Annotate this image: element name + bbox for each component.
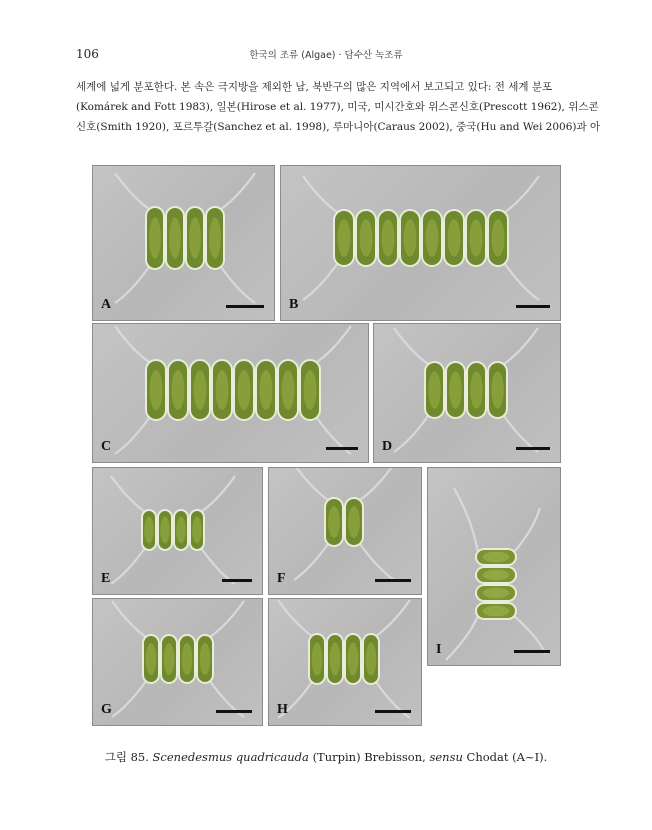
- colony: [303, 176, 539, 300]
- spine: [294, 544, 328, 580]
- panel-label: C: [101, 439, 112, 454]
- figure-panel-g: [92, 598, 263, 726]
- spine: [514, 616, 546, 654]
- panel-label: I: [436, 642, 442, 657]
- spine: [115, 173, 149, 209]
- spine: [303, 176, 337, 212]
- spine: [111, 476, 145, 512]
- chloroplast: [338, 219, 351, 256]
- colony: [115, 326, 351, 454]
- colony: [115, 173, 255, 303]
- chloroplast: [144, 517, 153, 544]
- figure-caption: [0, 749, 652, 765]
- figure-panel-b: [280, 165, 561, 321]
- figure-panel-h: [268, 598, 422, 726]
- spine: [115, 267, 149, 303]
- chloroplast: [426, 219, 439, 256]
- page-number: 106: [76, 47, 99, 61]
- caption-species: Scenedesmus quadricauda: [152, 750, 309, 764]
- micrograph-image: [374, 324, 561, 463]
- chloroplast: [360, 219, 373, 256]
- spine: [221, 173, 255, 209]
- chloroplast: [330, 642, 341, 675]
- panel-label: F: [277, 571, 286, 586]
- figure-panel-e: [92, 467, 263, 595]
- scale-bar: [375, 710, 411, 713]
- spine: [210, 601, 244, 637]
- chloroplast: [449, 371, 461, 408]
- scale-bar: [375, 579, 411, 582]
- colony: [278, 600, 410, 718]
- scale-bar: [226, 305, 264, 308]
- chloroplast: [200, 643, 211, 675]
- chloroplast: [260, 370, 273, 410]
- chloroplast: [304, 370, 317, 410]
- chloroplast: [172, 370, 185, 410]
- spine: [317, 326, 351, 362]
- chloroplast: [483, 606, 510, 617]
- chloroplast: [149, 217, 161, 258]
- panel-label: G: [101, 702, 112, 717]
- scale-bar: [216, 710, 252, 713]
- micrograph-image: [93, 468, 263, 595]
- spine: [505, 176, 539, 212]
- spine: [505, 264, 539, 300]
- spine: [360, 544, 394, 580]
- chloroplast: [448, 219, 461, 256]
- spine: [376, 600, 410, 636]
- chloroplast: [428, 371, 440, 408]
- caption-prefix: 그림 85.: [104, 750, 149, 764]
- micrograph-image: [93, 324, 369, 463]
- spine: [360, 468, 394, 500]
- chloroplast: [194, 370, 207, 410]
- figure-panel-a: [92, 165, 275, 321]
- colony: [112, 601, 244, 717]
- body-line: 신호(Smith 1920), 포르투갈(Sanchez et al. 1998), 루마니아(Caraus 2002), 중국(Hu and Wei 2006)과 아: [76, 121, 601, 133]
- colony: [294, 468, 394, 580]
- spine: [278, 600, 312, 636]
- chloroplast: [169, 217, 181, 258]
- chloroplast: [192, 517, 201, 544]
- spine: [454, 488, 478, 552]
- panel-label: D: [382, 439, 393, 454]
- spine: [294, 468, 328, 500]
- body-paragraph: [76, 77, 601, 137]
- spine: [394, 328, 428, 364]
- chloroplast: [470, 371, 482, 408]
- panel-label: A: [101, 297, 112, 312]
- chloroplast: [160, 517, 169, 544]
- colony: [394, 328, 538, 452]
- scale-bar: [222, 579, 252, 582]
- chloroplast: [483, 570, 510, 581]
- chloroplast: [348, 642, 359, 675]
- panel-label: E: [101, 571, 111, 586]
- scale-bar: [516, 447, 550, 450]
- micrograph-image: [93, 599, 263, 726]
- figure-panel-i: [427, 467, 561, 666]
- chloroplast: [404, 219, 417, 256]
- scale-bar: [326, 447, 358, 450]
- micrograph-image: [269, 599, 422, 726]
- figure-panel-f: [268, 467, 422, 595]
- chloroplast: [216, 370, 229, 410]
- scale-bar: [516, 305, 550, 308]
- chloroplast: [209, 217, 221, 258]
- micrograph-image: [93, 166, 275, 321]
- chloroplast: [238, 370, 251, 410]
- chloroplast: [483, 552, 510, 563]
- spine: [115, 326, 149, 362]
- chloroplast: [366, 642, 377, 675]
- chloroplast: [492, 219, 505, 256]
- spine: [221, 267, 255, 303]
- chloroplast: [150, 370, 163, 410]
- caption-sensu: sensu: [429, 750, 463, 764]
- chloroplast: [182, 643, 193, 675]
- chloroplast: [348, 506, 360, 538]
- chloroplast: [176, 517, 185, 544]
- spine: [115, 418, 149, 454]
- chloroplast: [189, 217, 201, 258]
- spine: [111, 548, 145, 584]
- chloroplast: [312, 642, 323, 675]
- chloroplast: [470, 219, 483, 256]
- micrograph-image: [281, 166, 561, 321]
- spine: [504, 328, 538, 364]
- chloroplast: [282, 370, 295, 410]
- chloroplast: [491, 371, 503, 408]
- panel-label: H: [277, 702, 288, 717]
- running-head: 한국의 조류 (Algae) · 담수산 녹조류: [249, 50, 403, 61]
- body-line: (Komárek and Fott 1983), 일본(Hirose et al. 1977), 미국, 미시간호와 위스콘신호(Prescott 1962), 위스콘: [76, 101, 599, 113]
- spine: [446, 616, 478, 660]
- chloroplast: [382, 219, 395, 256]
- colony: [111, 476, 235, 584]
- scale-bar: [514, 650, 550, 653]
- spine: [394, 416, 428, 452]
- micrograph-image: [428, 468, 561, 666]
- micrograph-image: [269, 468, 422, 595]
- chloroplast: [328, 506, 340, 538]
- caption-authority: (Turpin) Brebisson,: [312, 750, 426, 764]
- spine: [514, 508, 540, 552]
- spine: [303, 264, 337, 300]
- spine: [112, 681, 146, 717]
- caption-rest: Chodat (A~I).: [466, 750, 548, 764]
- chloroplast: [483, 588, 510, 599]
- chloroplast: [164, 643, 175, 675]
- spine: [112, 601, 146, 637]
- panel-label: B: [289, 297, 299, 312]
- colony: [446, 488, 546, 660]
- chloroplast: [146, 643, 157, 675]
- body-line: 세계에 넓게 분포한다. 본 속은 극지방을 제외한 남, 북반구의 많은 지역에서 보고되고 있다: 전 세계 분포: [76, 81, 553, 93]
- figure-panel-d: [373, 323, 561, 463]
- spine: [201, 476, 235, 512]
- figure-panel-c: [92, 323, 369, 463]
